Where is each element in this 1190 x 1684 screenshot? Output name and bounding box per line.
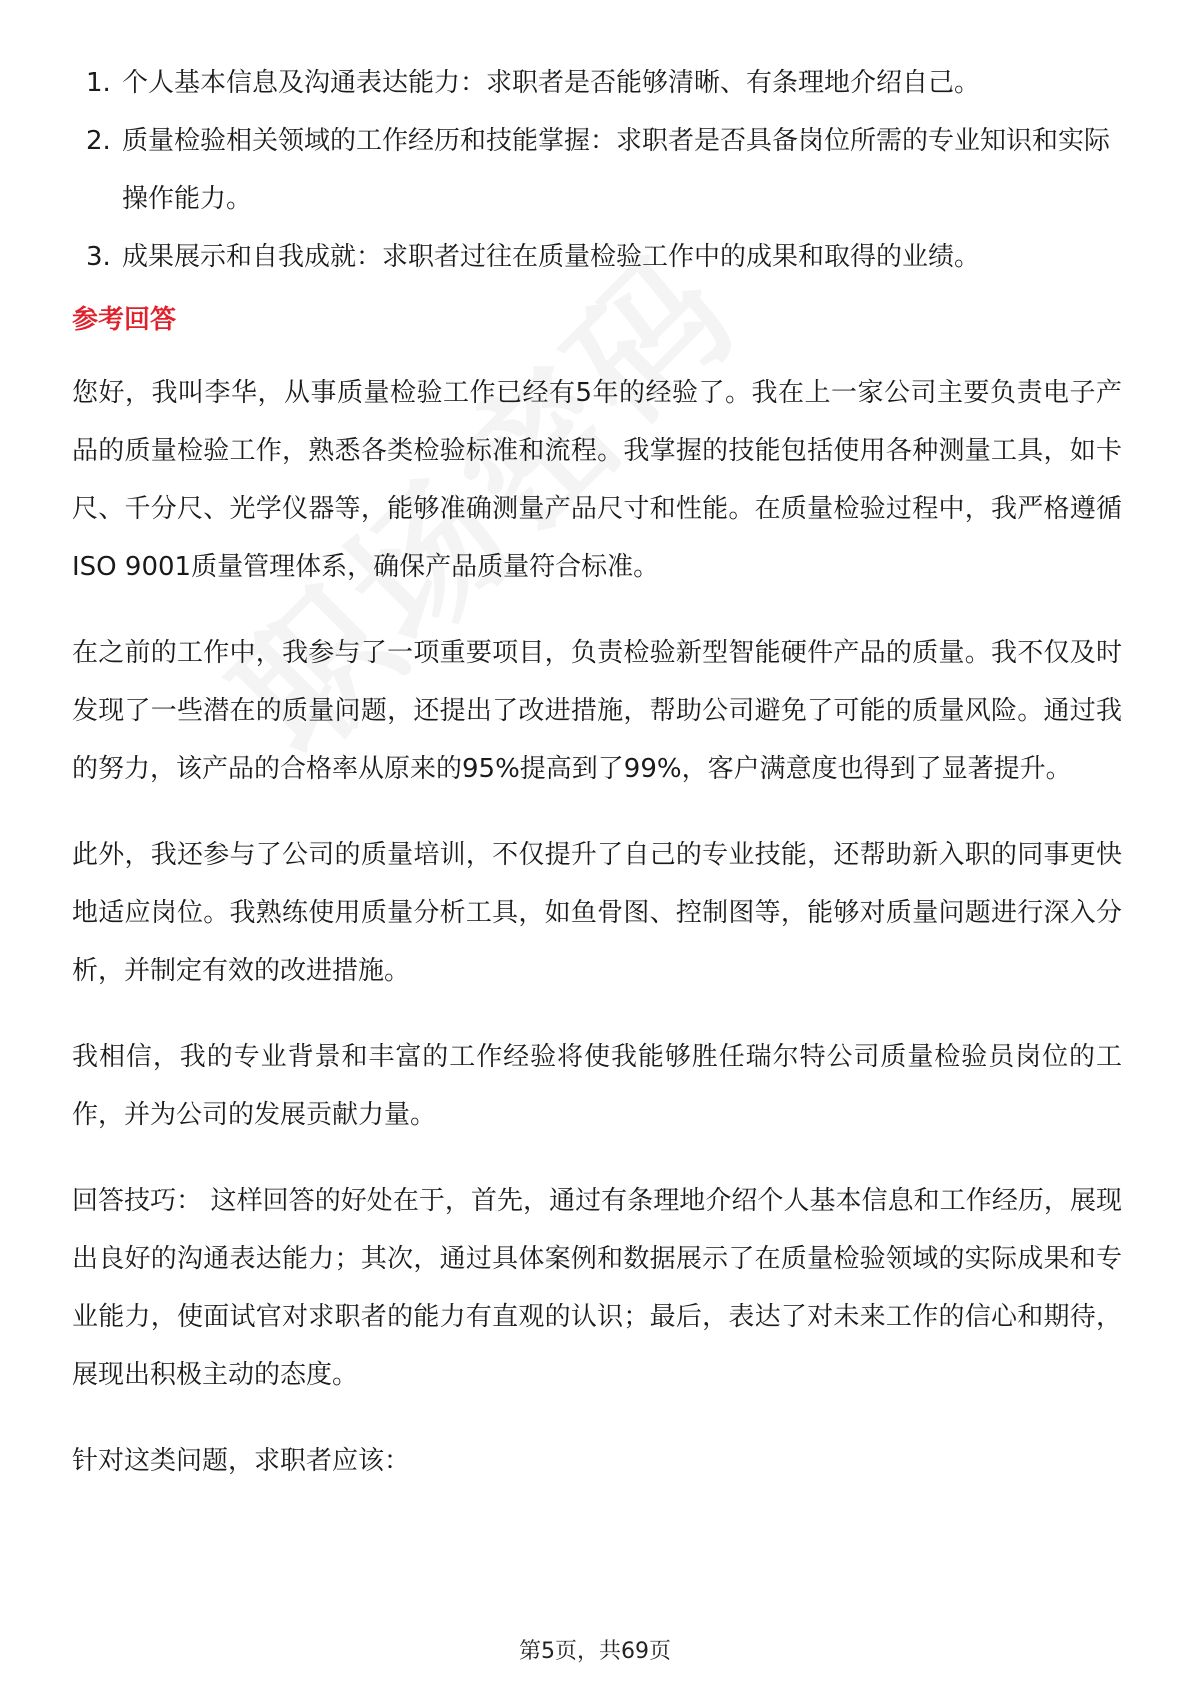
list-item-text: 个人基本信息及沟通表达能力：求职者是否能够清晰、有条理地介绍自己。: [122, 68, 981, 98]
paragraph: 我相信，我的专业背景和丰富的工作经验将使我能够胜任瑞尔特公司质量检验员岗位的工作，并为公司的发展贡献力量。: [72, 1042, 1122, 1130]
paragraph: 您好，我叫李华，从事质量检验工作已经有5年的经验了。我在上一家公司主要负责电子产品的质量检验工作，熟悉各类检验标准和流程。我掌握的技能包括使用各种测量工具，如卡尺、千分尺、光学仪器等，能够准确测量产品尺寸和性能。在质量检验过程中，我严格遵循ISO 9001质量管理体系，确保产品质量符合标准。: [72, 378, 1122, 582]
list-item-number: 1.: [86, 68, 111, 98]
reference-answer-heading: 参考回答: [72, 305, 177, 335]
list-item-text: 成果展示和自我成就：求职者过往在质量检验工作中的成果和取得的业绩。: [122, 242, 981, 272]
paragraph: 针对这类问题，求职者应该：: [72, 1446, 411, 1476]
paragraph: 在之前的工作中，我参与了一项重要项目，负责检验新型智能硬件产品的质量。我不仅及时发现了一些潜在的质量问题，还提出了改进措施，帮助公司避免了可能的质量风险。通过我的努力，该产品的合格率从原来的95%提高到了99%，客户满意度也得到了显著提升。: [72, 638, 1122, 784]
list-item-number: 2.: [86, 126, 111, 156]
list-item-number: 3.: [86, 242, 111, 272]
criteria-list: [72, 54, 1122, 286]
list-item: [86, 112, 1122, 228]
list-item: [86, 228, 1122, 286]
page-footer: 第5页，共69页: [519, 1639, 671, 1664]
answer-tips-paragraph: 回答技巧： 这样回答的好处在于，首先，通过有条理地介绍个人基本信息和工作经历，展现出良好的沟通表达能力；其次，通过具体案例和数据展示了在质量检验领域的实际成果和专业能力，使面试官对求职者的能力有直观的认识；最后，表达了对未来工作的信心和期待，展现出积极主动的态度。: [72, 1186, 1122, 1390]
list-item: [86, 54, 1122, 112]
paragraph: 此外，我还参与了公司的质量培训，不仅提升了自己的专业技能，还帮助新入职的同事更快地适应岗位。我熟练使用质量分析工具，如鱼骨图、控制图等，能够对质量问题进行深入分析，并制定有效的改进措施。: [72, 840, 1122, 986]
list-item-text: 质量检验相关领域的工作经历和技能掌握：求职者是否具备岗位所需的专业知识和实际操作能力。: [122, 126, 1111, 214]
document-body: [72, 54, 1122, 1518]
